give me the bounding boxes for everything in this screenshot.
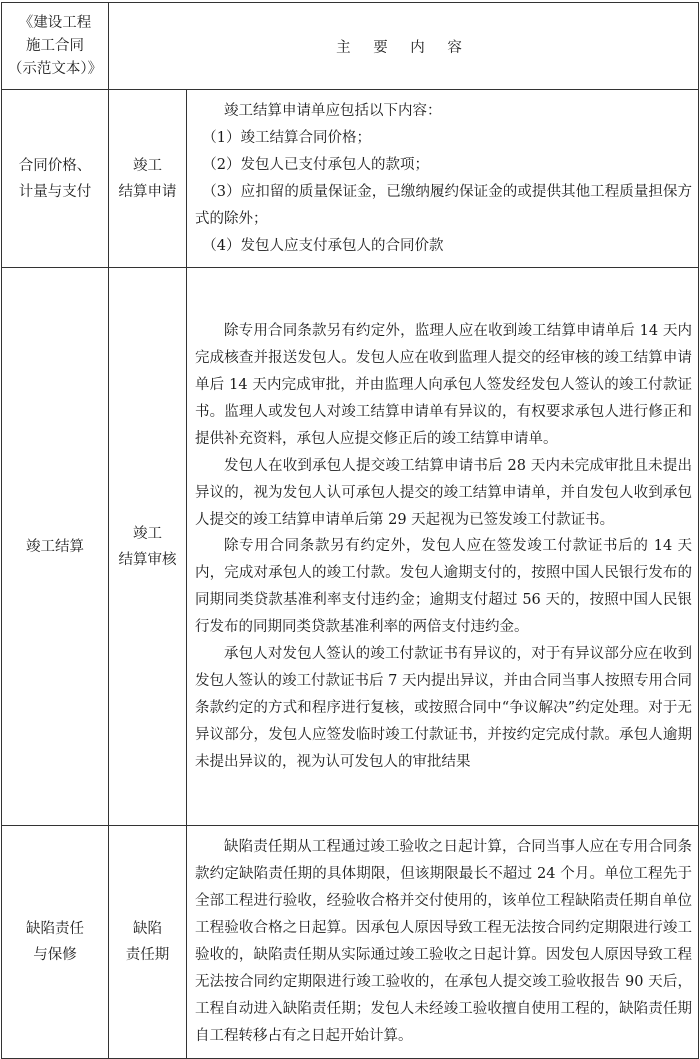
subcategory-line: 竣工 (133, 157, 162, 174)
category-line: 竣工结算 (26, 538, 84, 555)
category-line: 缺陷责任 (26, 921, 84, 938)
category-cell (2, 90, 109, 268)
content-paragraph: 缺陷责任期从工程通过竣工验收之日起计算，合同当事人应在专用合同条款约定缺陷责任期的具体期限，但该期限最长不超过 24 个月。单位工程先于全部工程进行验收，经验收合格并交付使用的，该单位工程缺陷责任期自单位工程验收合格之日起算。因承包人原因导致工程无法按合同约定期限进行竣工验收的，缺陷责任期从实际通过竣工验收之日起计算。因发包人原因导致工程无法按合同约定期限进行竣工验收的，在承包人提交竣工验收报告 90 天后，工程自动进入缺陷责任期；发包人未经竣工验收擅自使用工程的，缺陷责任期自工程转移占有之日起开始计算。 (195, 839, 693, 1044)
table-header-row (2, 3, 699, 90)
subcategory-cell (109, 90, 187, 268)
content-list-item: （4）发包人应支付承包人的合同价款 (202, 237, 444, 254)
category-line: 与保修 (33, 947, 77, 964)
content-cell (187, 826, 699, 1058)
subcategory-cell (109, 268, 187, 826)
category-line: 合同价格、 (18, 157, 92, 174)
content-paragraph: 除专用合同条款另有约定外，发包人应在签发竣工付款证书后的 14 天内，完成对承包人的竣工付款。发包人逾期支付的，按照中国人民银行发布的同期同类贷款基准利率支付违约金；逾期支付超过 56 天的，按照中国人民银行发布的同期同类贷款基准利率的两倍支付违约金。 (195, 538, 693, 636)
header-source-line: 施工合同 (26, 37, 84, 54)
subcategory-line: 结算申请 (118, 183, 177, 200)
header-source-line: （示范文本）》 (7, 60, 103, 77)
contract-content-table (1, 2, 699, 1059)
content-paragraph: 承包人对发包人签认的竣工付款证书有异议的，对于有异议部分应在收到发包人签认的竣工付款证书后 7 天内提出异议，并由合同当事人按照专用合同条款约定的方式和程序进行复核，或按照合同中“争议解决”约定处理。对于无异议部分，发包人应签发临时竣工付款证书，并按约定完成付款。承包人逾期未提出异议的，视为认可发包人的审批结果 (195, 646, 693, 770)
subcategory-line: 竣工 (133, 525, 162, 542)
table-row (2, 268, 699, 826)
content-list-item: （1）竣工结算合同价格； (202, 129, 371, 146)
table-row (2, 826, 699, 1058)
category-line: 计量与支付 (18, 183, 92, 200)
table-row (2, 90, 699, 268)
content-paragraph: 发包人在收到承包人提交竣工结算申请书后 28 天内未完成审批且未提出异议的，视为发包人认可承包人提交的竣工结算申请单，并自发包人收到承包人提交的竣工结算申请单后第 29 天起视为已签发竣工付款证书。 (195, 457, 693, 528)
subcategory-line: 缺陷 (133, 921, 162, 938)
content-paragraph: 除专用合同条款另有约定外，监理人应在收到竣工结算申请单后 14 天内完成核查并报送发包人。发包人应在收到监理人提交的经审核的竣工结算申请单后 14 天内完成审批，并由监理人向承包人签发经发包人签认的竣工付款证书。监理人或发包人对竣工结算申请单有异议的，有权要求承包人进行修正和提供补充资料，承包人应提交修正后的竣工结算申请单。 (195, 323, 693, 447)
subcategory-line: 结算审核 (118, 551, 177, 568)
content-cell (187, 90, 699, 268)
category-cell (2, 826, 109, 1058)
category-cell (2, 268, 109, 826)
header-source-line: 《建设工程 (18, 14, 92, 31)
header-source-cell (2, 3, 109, 90)
content-paragraph: 竣工结算申请单应包括以下内容： (224, 103, 442, 119)
content-list-item: （3）应扣留的质量保证金，已缴纳履约保证金的或提供其他工程质量担保方式的除外； (195, 183, 693, 227)
subcategory-line: 责任期 (125, 947, 170, 964)
header-content-cell: 主 要 内 容 (109, 3, 699, 90)
content-list-item: （2）发包人已支付承包人的款项； (202, 156, 429, 173)
content-cell (187, 268, 699, 826)
subcategory-cell (109, 826, 187, 1058)
